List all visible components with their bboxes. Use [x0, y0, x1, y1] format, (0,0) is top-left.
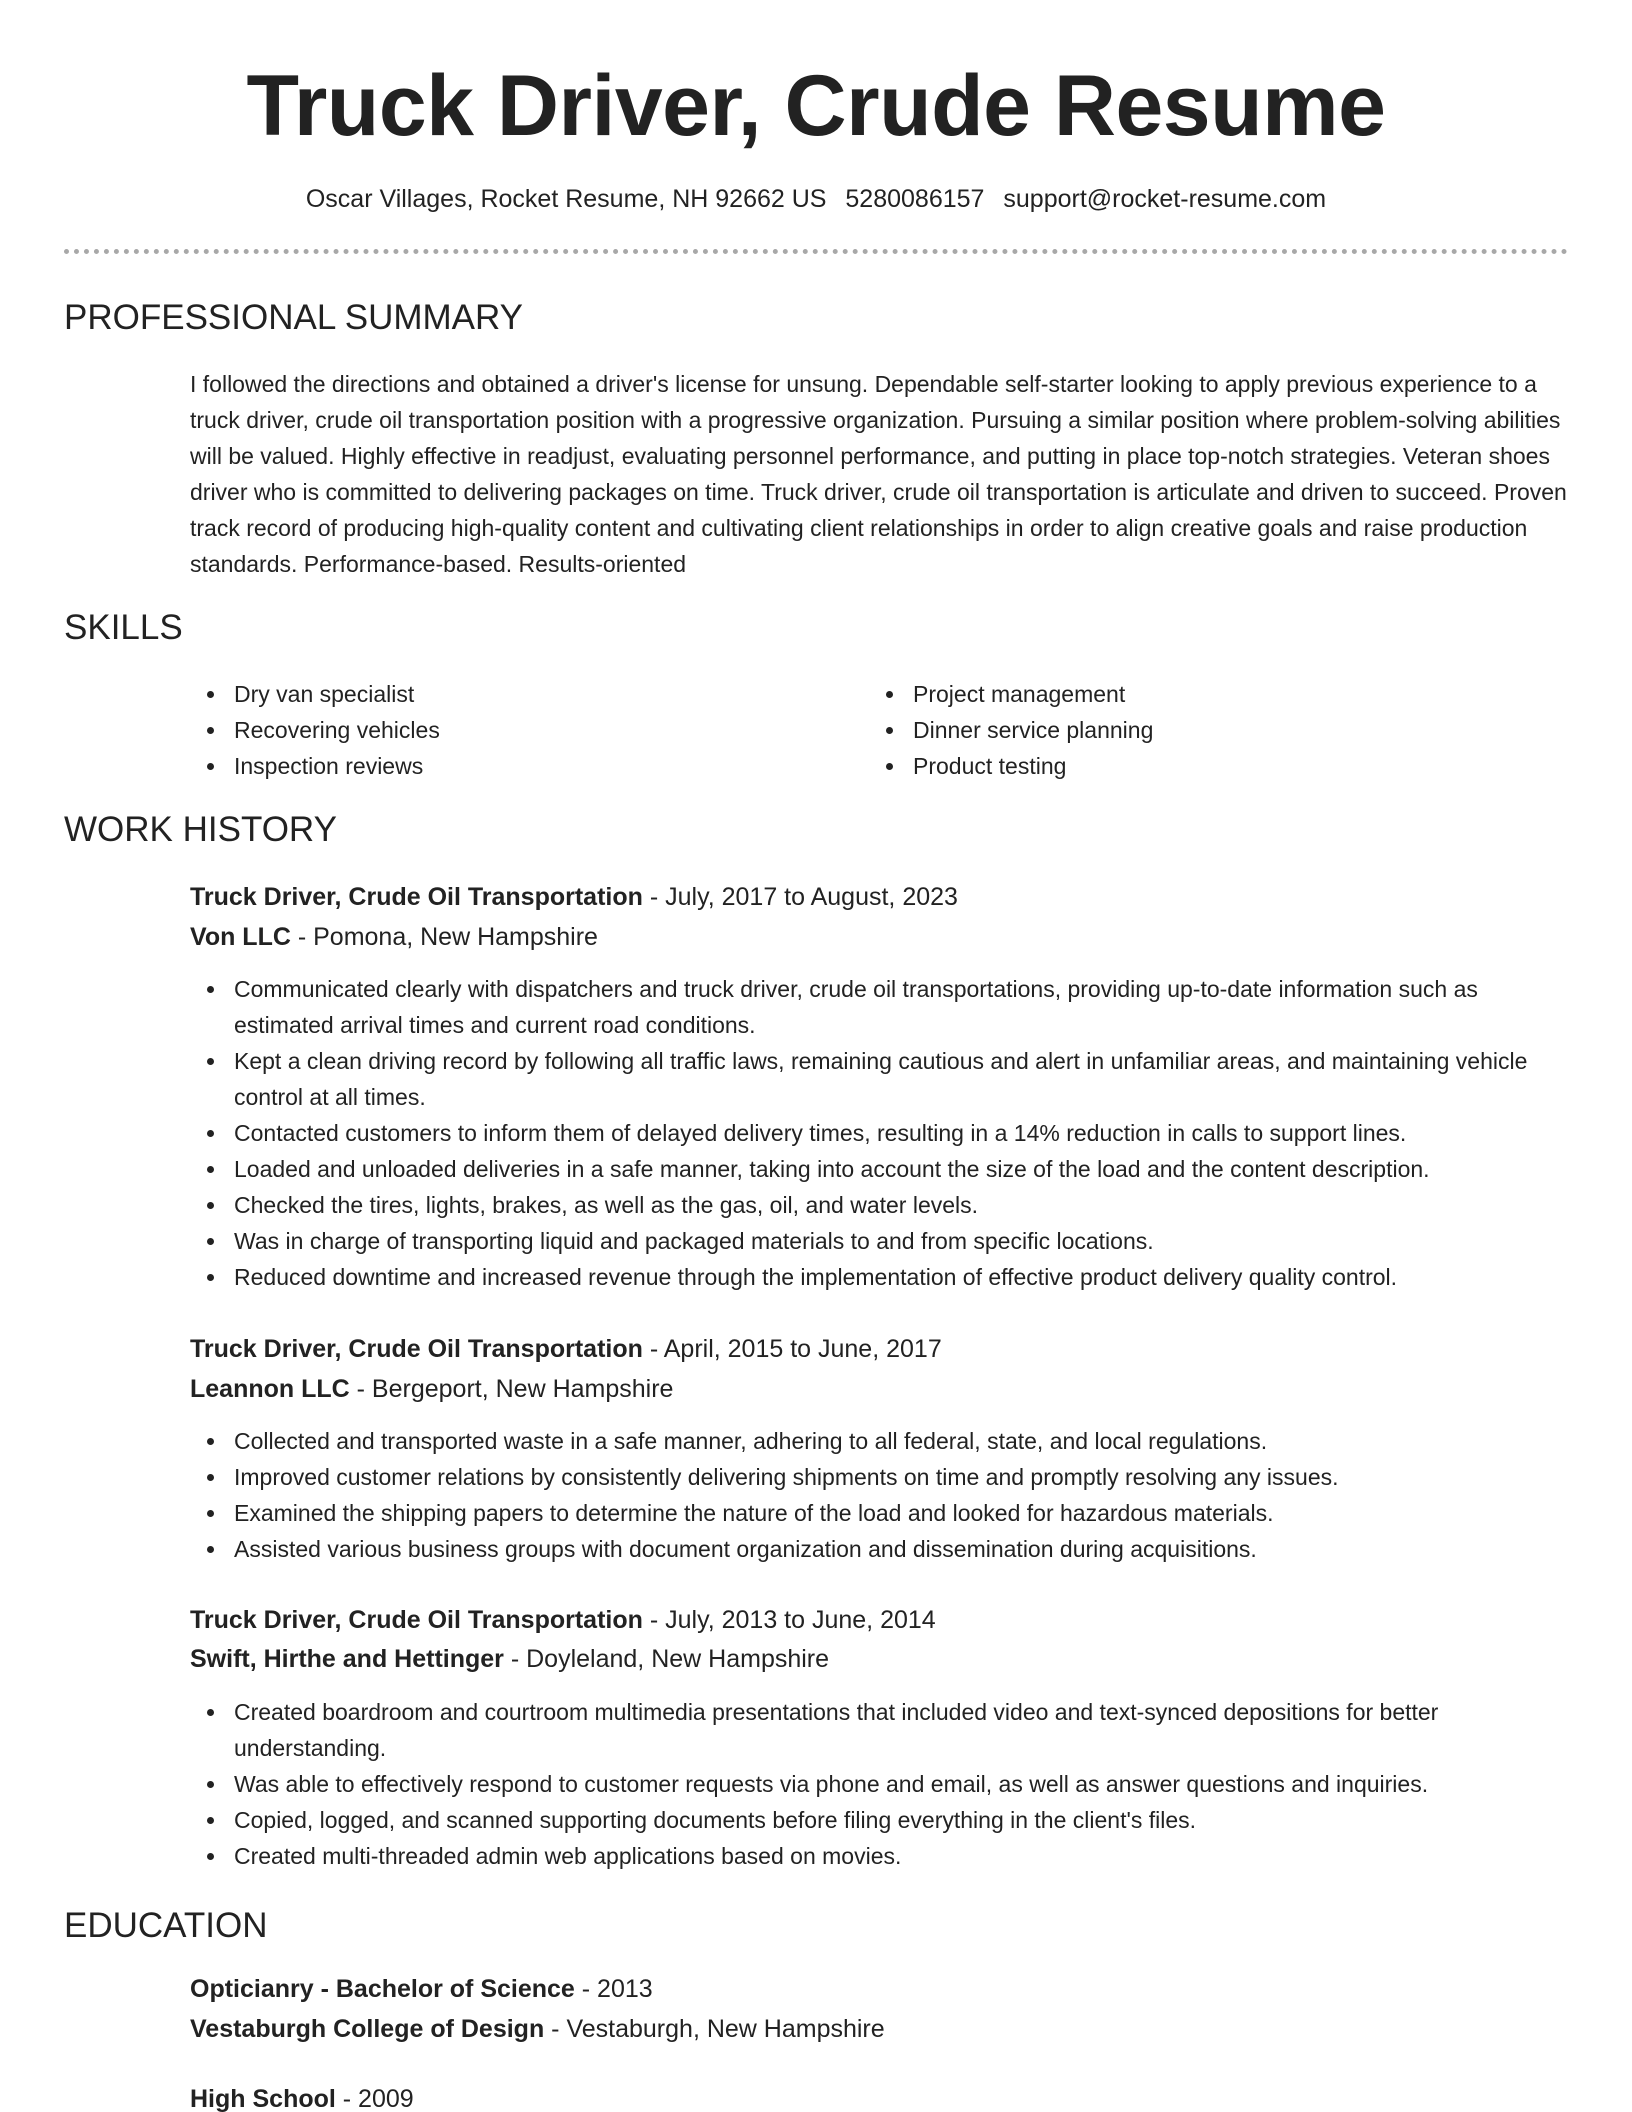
education-degree: Opticianry - Bachelor of Science — [190, 1975, 575, 2003]
job-bullet: Loaded and unloaded deliveries in a safe manner, taking into account the size of the load and the content description. — [190, 1151, 1570, 1187]
education-degree: High School — [190, 2085, 336, 2112]
job-location: - Doyleland, New Hampshire — [503, 1645, 830, 1673]
skill-item: Product testing — [869, 748, 1469, 784]
job-location: - Bergeport, New Hampshire — [349, 1375, 674, 1403]
skill-item: Dry van specialist — [190, 676, 790, 712]
education-year: - 2009 — [335, 2085, 414, 2112]
job-title-line — [190, 1330, 1570, 1368]
education-heading: EDUCATION — [64, 1906, 268, 1945]
job-dates: - July, 2017 to August, 2023 — [642, 883, 958, 911]
job-company-line — [190, 1640, 1570, 1678]
job-role: Truck Driver, Crude Oil Transportation — [190, 1335, 643, 1363]
job-company: Leannon LLC — [190, 1375, 350, 1403]
job-bullet: Created boardroom and courtroom multimedia presentations that included video and text-synced depositions for better understanding. — [190, 1694, 1570, 1766]
work-history-heading: WORK HISTORY — [64, 810, 337, 849]
resume-name: Truck Driver, Crude Resume — [246, 58, 1386, 154]
job-company: Swift, Hirthe and Hettinger — [190, 1645, 504, 1673]
job-bullet: Was able to effectively respond to customer requests via phone and email, as well as answer questions and inquiries. — [190, 1766, 1570, 1802]
job-company-line — [190, 918, 1570, 956]
job-bullet: Was in charge of transporting liquid and packaged materials to and from specific locations. — [190, 1223, 1570, 1259]
skills-list-left — [190, 676, 790, 784]
education-school-line — [190, 2010, 1570, 2048]
job-company: Von LLC — [190, 923, 291, 951]
education-location: - Vestaburgh, New Hampshire — [544, 2015, 885, 2043]
job-bullets — [190, 1694, 1570, 1874]
job-bullet: Examined the shipping papers to determine the nature of the load and looked for hazardous materials. — [190, 1495, 1570, 1531]
education-degree-line — [190, 1970, 1570, 2008]
job-role: Truck Driver, Crude Oil Transportation — [190, 1606, 643, 1634]
job-bullet: Assisted various business groups with document organization and dissemination during acquisitions. — [190, 1531, 1570, 1567]
skill-item: Project management — [869, 676, 1469, 712]
job-company-line — [190, 1370, 1570, 1408]
contact-email[interactable]: support@rocket-resume.com — [1003, 185, 1327, 213]
skills-heading: SKILLS — [64, 608, 183, 647]
skill-item: Dinner service planning — [869, 712, 1469, 748]
contact-address: Oscar Villages, Rocket Resume, NH 92662 US — [305, 185, 827, 213]
job-bullets — [190, 1423, 1570, 1567]
job-bullet: Copied, logged, and scanned supporting documents before filing everything in the client's files. — [190, 1802, 1570, 1838]
job-role: Truck Driver, Crude Oil Transportation — [190, 883, 643, 911]
job-bullet: Created multi-threaded admin web applications based on movies. — [190, 1838, 1570, 1874]
education-year: - 2013 — [574, 1975, 653, 2003]
job-title-line — [190, 1601, 1570, 1639]
job-bullet: Communicated clearly with dispatchers and truck driver, crude oil transportations, providing up-to-date information such as estimated arrival times and current road conditions. — [190, 971, 1570, 1043]
contact-line — [0, 182, 1632, 216]
job-location: - Pomona, New Hampshire — [290, 923, 598, 951]
job-bullet: Reduced downtime and increased revenue through the implementation of effective product delivery quality control. — [190, 1259, 1570, 1295]
job-title-line — [190, 878, 1570, 916]
job-dates: - April, 2015 to June, 2017 — [642, 1335, 942, 1363]
summary-heading: PROFESSIONAL SUMMARY — [64, 298, 523, 337]
summary-text: I followed the directions and obtained a driver's license for unsung. Dependable self-starter looking to apply previous experience to a truck driver, crude oil transportation position with a progressive organization. Pursuing a similar position where problem-solving abilities will be valued. Highly effective in readjust, evaluating personnel performance, and putting in place top-notch strategies. Veteran shoes driver who is committed to delivering packages on time. Truck driver, crude oil transportation is articulate and driven to succeed. Proven track record of producing high-quality content and cultivating client relationships in order to align creative goals and raise production standards. Performance-based. Results-oriented — [190, 371, 1567, 577]
education-degree-line — [190, 2080, 1570, 2112]
skill-item: Recovering vehicles — [190, 712, 790, 748]
job-bullet: Improved customer relations by consistently delivering shipments on time and promptly resolving any issues. — [190, 1459, 1570, 1495]
header-divider — [64, 249, 1568, 254]
job-bullet: Contacted customers to inform them of delayed delivery times, resulting in a 14% reduction in calls to support lines. — [190, 1115, 1570, 1151]
job-bullet: Kept a clean driving record by following all traffic laws, remaining cautious and alert in unfamiliar areas, and maintaining vehicle control at all times. — [190, 1043, 1570, 1115]
contact-phone: 5280086157 — [845, 185, 985, 213]
education-school: Vestaburgh College of Design — [190, 2015, 545, 2043]
skill-item: Inspection reviews — [190, 748, 790, 784]
job-bullet: Collected and transported waste in a safe manner, adhering to all federal, state, and local regulations. — [190, 1423, 1570, 1459]
job-bullets — [190, 971, 1570, 1295]
job-dates: - July, 2013 to June, 2014 — [642, 1606, 936, 1634]
skills-list-right — [869, 676, 1469, 784]
job-bullet: Checked the tires, lights, brakes, as well as the gas, oil, and water levels. — [190, 1187, 1570, 1223]
